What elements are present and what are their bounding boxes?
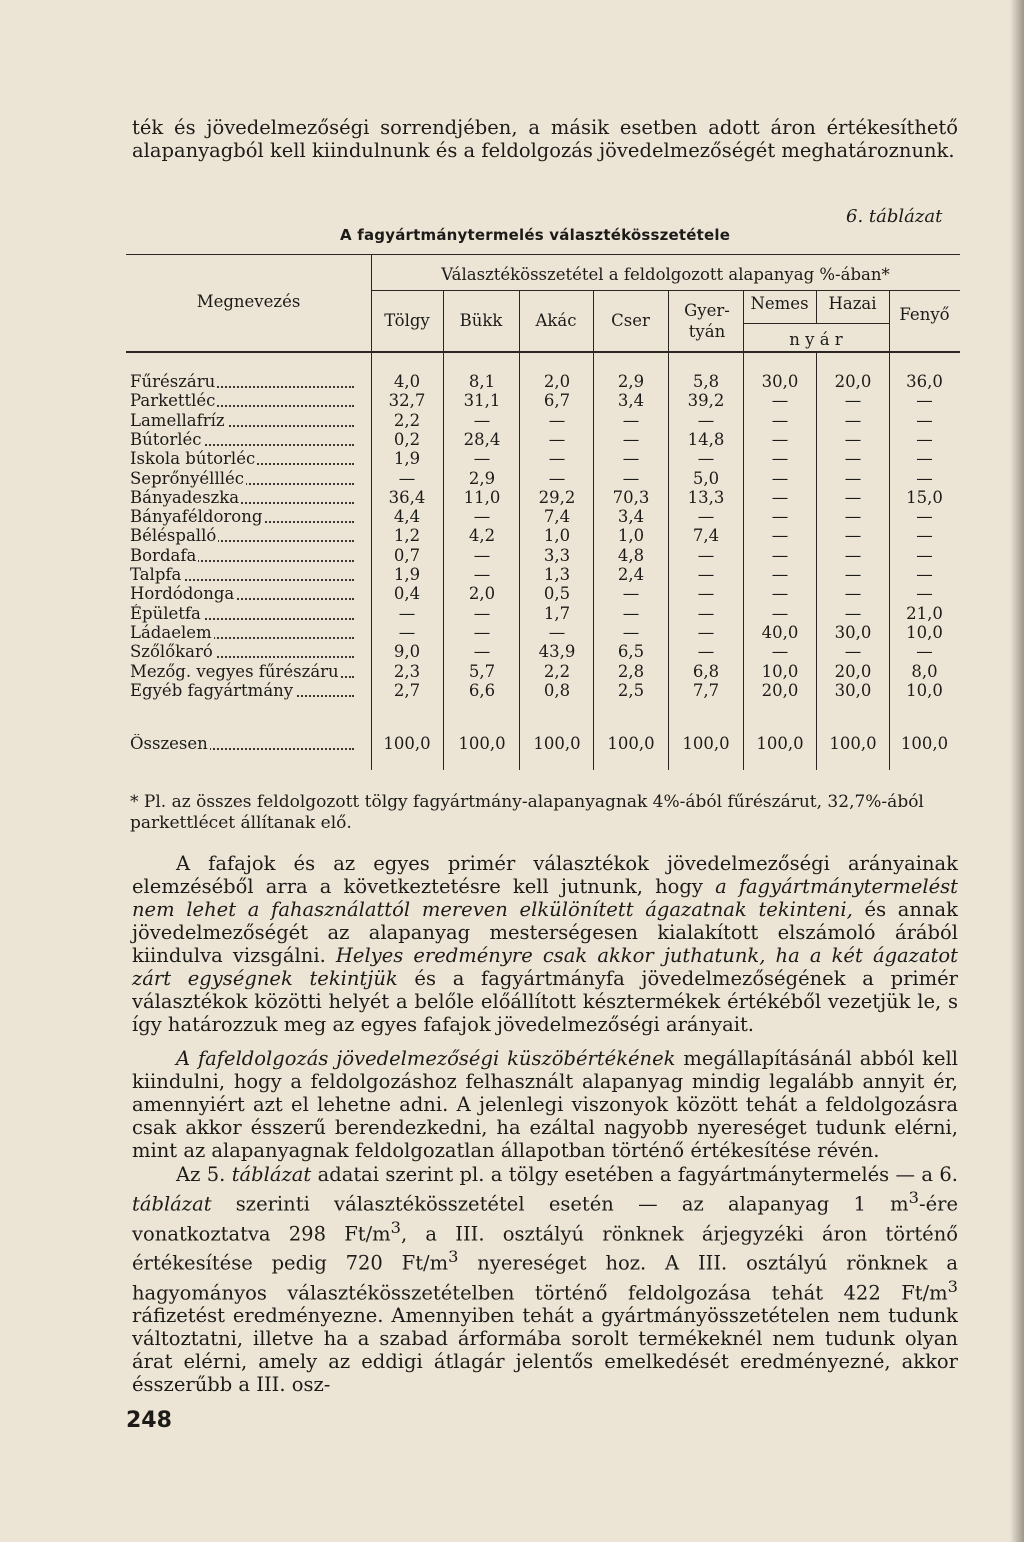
table-row-8-name: Béléspalló xyxy=(130,526,217,545)
table-row-7-cell-1: — xyxy=(473,507,491,526)
p3-italic-2: táblázat xyxy=(132,1192,212,1216)
table-row-8-cell-1: 4,2 xyxy=(468,526,496,545)
header-bukk: Bükk xyxy=(459,311,503,330)
table-row-13-cell-4: — xyxy=(697,623,715,642)
table-row-9-cell-0: 0,7 xyxy=(393,546,421,565)
table-row-6-label xyxy=(130,488,354,507)
table-row-14-cell-0: 9,0 xyxy=(393,642,421,661)
header-akac: Akác xyxy=(535,311,577,330)
table-row-11-cell-3: — xyxy=(622,584,640,603)
table-row-16-cell-6: 30,0 xyxy=(834,681,872,700)
table-row-11-cell-4: — xyxy=(697,584,715,603)
table-row-14-cell-2: 43,9 xyxy=(538,642,576,661)
p3-italic-1: táblázat xyxy=(231,1163,312,1186)
header-cser: Cser xyxy=(611,311,650,330)
table-row-total-cell-7: 100,0 xyxy=(900,734,949,753)
table-row-6-name: Bányadeszka xyxy=(130,488,240,507)
table-row-10-cell-1: — xyxy=(473,565,491,584)
table-row-2-cell-5: — xyxy=(771,411,789,430)
table-row-total-cell-0: 100,0 xyxy=(383,734,431,753)
table-row-4-cell-1: — xyxy=(473,449,491,468)
table-row-7-cell-5: — xyxy=(771,507,789,526)
table-row-1-cell-7: — xyxy=(916,391,933,410)
table-row-total-name: Összesen xyxy=(130,734,208,753)
table-row-0-cell-1: 8,1 xyxy=(468,372,496,391)
intro-paragraph: ték és jövedelmezőségi sorrendjében, a másik esetben adott áron értékesíthető alapanyagból kell kiindulnunk és a feldolgozás jövedelmezőségét meghatároznunk. xyxy=(132,116,958,162)
vrule-2 xyxy=(519,290,520,770)
table-row-3-cell-1: 28,4 xyxy=(463,430,501,449)
table-row-8-cell-7: — xyxy=(916,526,933,545)
table-row-10-cell-2: 1,3 xyxy=(543,565,571,584)
table-row-14-cell-6: — xyxy=(844,642,862,661)
table-row-2-cell-2: — xyxy=(548,411,566,430)
table-row-14-cell-1: — xyxy=(473,642,491,661)
header-gyertyan: Gyer-tyán xyxy=(684,301,730,341)
table-row-0-cell-2: 2,0 xyxy=(543,372,571,391)
table-row-14-cell-5: — xyxy=(771,642,789,661)
table-row-8-cell-2: 1,0 xyxy=(543,526,571,545)
table-row-5-cell-1: 2,9 xyxy=(468,469,496,488)
table-row-12-name: Épületfa xyxy=(130,604,201,623)
header-tolgy: Tölgy xyxy=(384,311,430,330)
table-row-15-cell-2: 2,2 xyxy=(543,662,571,681)
table-row-8-cell-0: 1,2 xyxy=(393,526,421,545)
table-row-3-name: Bútorléc xyxy=(130,430,202,449)
header-group: Választékösszetétel a feldolgozott alapanyag %-ában* xyxy=(441,265,890,284)
table-row-9-name: Bordafa xyxy=(130,546,197,565)
p2-italic-1: A fafeldolgozás jövedelmezőségi küszöbértékének xyxy=(176,1047,676,1070)
p3-text-6: nyereséget hoz. A III. osztályú rönknek a hagyományos választékösszetételben történő feldolgozása tehát 422 Ft/m xyxy=(132,1251,958,1304)
table-row-3-cell-0: 0,2 xyxy=(393,430,421,449)
table-row-11-label xyxy=(130,584,354,603)
table-row-14-cell-3: 6,5 xyxy=(617,642,645,661)
p1-italic-2: Helyes eredményre csak akkor juthatunk, ha a két ágazatot zárt egységnek tekintjük xyxy=(132,944,958,990)
table-row-15-cell-4: 6,8 xyxy=(692,662,720,681)
table-row-11-cell-2: 0,5 xyxy=(543,584,571,603)
paragraph-3 xyxy=(132,1163,958,1396)
table-row-5-cell-6: — xyxy=(844,469,862,488)
table-top-rule xyxy=(126,254,960,255)
table-row-6-cell-1: 11,0 xyxy=(463,488,501,507)
table-row-12-cell-4: — xyxy=(697,604,715,623)
header-nyar: n y á r xyxy=(789,330,843,349)
table-row-10-cell-5: — xyxy=(771,565,789,584)
table-row-0-cell-6: 20,0 xyxy=(834,372,872,391)
table-row-3-cell-4: 14,8 xyxy=(687,430,725,449)
table-row-9-cell-2: 3,3 xyxy=(543,546,571,565)
table-row-7-cell-6: — xyxy=(844,507,862,526)
p3-text-4: -ére vonatkoztatva 298 Ft/m xyxy=(132,1192,958,1245)
table-row-11-cell-1: 2,0 xyxy=(468,584,496,603)
table-row-2-cell-0: 2,2 xyxy=(393,411,421,430)
p3-sup-2: 3 xyxy=(390,1217,401,1237)
table-row-10-cell-6: — xyxy=(844,565,862,584)
table-row-11-cell-5: — xyxy=(771,584,789,603)
table-row-16-cell-7: 10,0 xyxy=(906,681,943,700)
p1-italic-1: a fagyártmánytermelést nem lehet a fahasználattól mereven elkülönített ágazatnak tekinteni, xyxy=(132,875,958,921)
table-row-5-cell-3: — xyxy=(622,469,640,488)
table-row-4-name: Iskola bútorléc xyxy=(130,449,256,468)
table-row-12-cell-3: — xyxy=(622,604,640,623)
table-row-10-cell-0: 1,9 xyxy=(393,565,421,584)
table-row-13-cell-5: 40,0 xyxy=(761,623,799,642)
table-row-7-label xyxy=(130,507,354,526)
table-row-15-cell-0: 2,3 xyxy=(393,662,421,681)
table-row-7-cell-2: 7,4 xyxy=(543,507,571,526)
table-row-3-cell-2: — xyxy=(548,430,566,449)
table-row-0-name: Fűrészáru xyxy=(130,372,216,391)
table-row-2-cell-3: — xyxy=(622,411,640,430)
table-row-16-cell-4: 7,7 xyxy=(692,681,720,700)
table-row-15-cell-3: 2,8 xyxy=(617,662,645,681)
table-row-1-cell-2: 6,7 xyxy=(543,391,571,410)
table-row-14-cell-7: — xyxy=(916,642,933,661)
table-row-8-label xyxy=(130,526,354,545)
table-row-6-cell-0: 36,4 xyxy=(388,488,426,507)
table-row-13-label xyxy=(130,623,354,642)
table-row-6-cell-2: 29,2 xyxy=(538,488,576,507)
table-footnote: * Pl. az összes feldolgozott tölgy fagyártmány-alapanyagnak 4%-ából fűrészárut, 32,7%-ából parkettlécet állítanak elő. xyxy=(130,792,924,833)
page-number: 248 xyxy=(126,1408,172,1433)
table-row-13-cell-1: — xyxy=(473,623,491,642)
header-hazai: Hazai xyxy=(828,294,877,313)
table-row-0-cell-3: 2,9 xyxy=(617,372,645,391)
vrule-1 xyxy=(443,290,444,770)
table-row-12-cell-1: — xyxy=(473,604,491,623)
group-header-rule xyxy=(371,290,960,291)
p2-text-1: megállapításánál abból kell kiindulni, hogy a feldolgozáshoz felhasznált alapanyag mindig legalább annyit ér, amennyiért azt el lehetne adni. A jelenlegi viszonyok között tehát a feldolgozásra csak akkor ésszerű berendezkedni, ha ezáltal nagyobb nyereséget tudunk elérni, mint az alapanyagnak feldolgozatlan állapotban történő értékesítése révén. xyxy=(132,1047,958,1162)
table-row-8-cell-3: 1,0 xyxy=(617,526,645,545)
table-row-1-label xyxy=(130,391,354,410)
table-row-total-cell-1: 100,0 xyxy=(458,734,506,753)
table-row-10-name: Talpfa xyxy=(130,565,182,584)
table-row-14-name: Szőlőkaró xyxy=(130,642,213,661)
table-row-9-cell-5: — xyxy=(771,546,789,565)
table-row-13-cell-3: — xyxy=(622,623,640,642)
table-row-11-cell-6: — xyxy=(844,584,862,603)
table-row-15-cell-6: 20,0 xyxy=(834,662,872,681)
table-title: A fagyártmánytermelés választékösszetétele xyxy=(340,226,731,244)
table-row-4-cell-5: — xyxy=(771,449,789,468)
table-row-7-cell-3: 3,4 xyxy=(617,507,645,526)
table-row-0-cell-4: 5,8 xyxy=(692,372,720,391)
table-row-2-cell-6: — xyxy=(844,411,862,430)
table-row-4-cell-2: — xyxy=(548,449,566,468)
table-row-2-name: Lamellafríz xyxy=(130,411,225,430)
table-row-1-name: Parkettléc xyxy=(130,391,216,410)
table-row-1-cell-0: 32,7 xyxy=(388,391,426,410)
table-row-4-cell-4: — xyxy=(697,449,715,468)
table-row-1-cell-1: 31,1 xyxy=(463,391,501,410)
table-row-5-name: Seprőnyéllléc xyxy=(130,469,245,488)
table-row-13-cell-6: 30,0 xyxy=(834,623,872,642)
table-row-5-cell-5: — xyxy=(771,469,789,488)
table-label: 6. táblázat xyxy=(846,206,943,227)
table-row-2-label xyxy=(130,411,354,430)
p3-sup-4: 3 xyxy=(947,1276,958,1296)
table-row-total-cell-2: 100,0 xyxy=(533,734,581,753)
table-row-7-name: Bányaféldorong xyxy=(130,507,263,526)
table-row-1-cell-5: — xyxy=(771,391,789,410)
nyar-rule xyxy=(743,323,889,324)
table-row-2-cell-7: — xyxy=(916,411,933,430)
table-row-5-label xyxy=(130,469,354,488)
table-row-1-cell-6: — xyxy=(844,391,862,410)
table-row-3-cell-5: — xyxy=(771,430,789,449)
p1-text-3: és a fagyártmányfa jövedelmezőségének a primér választékok közötti helyét a belőle előállított késztermékek értékéből vezetjük le, s így határozzuk meg az egyes fafajok jövedelmezőségi arányait. xyxy=(132,967,958,1036)
table-row-1-cell-4: 39,2 xyxy=(687,391,725,410)
table-row-3-label xyxy=(130,430,354,449)
table-row-11-name: Hordódonga xyxy=(130,584,235,603)
table-row-8-cell-4: 7,4 xyxy=(692,526,720,545)
table-row-0-cell-7: 36,0 xyxy=(906,372,943,391)
table-row-7-cell-7: — xyxy=(916,507,933,526)
paragraph-2 xyxy=(132,1047,958,1162)
table-row-1-cell-3: 3,4 xyxy=(617,391,645,410)
table-row-3-cell-3: — xyxy=(622,430,640,449)
table-row-6-cell-6: — xyxy=(844,488,862,507)
table-row-total-label xyxy=(130,734,354,753)
table-row-15-name: Mezőg. vegyes fűrészáru xyxy=(130,662,339,681)
table-row-4-label xyxy=(130,449,354,468)
table-row-15-label xyxy=(130,662,354,681)
table-row-10-cell-4: — xyxy=(697,565,715,584)
table-row-6-cell-3: 70,3 xyxy=(612,488,650,507)
table-row-13-cell-2: — xyxy=(548,623,566,642)
p3-sup-3: 3 xyxy=(448,1247,459,1266)
header-bottom-rule xyxy=(126,351,960,353)
table-row-10-label xyxy=(130,565,354,584)
table-row-12-cell-6: — xyxy=(844,604,862,623)
table-row-4-cell-0: 1,9 xyxy=(393,449,421,468)
header-fenyo: Fenyő xyxy=(899,305,950,324)
table-row-14-cell-4: — xyxy=(697,642,715,661)
table-row-12-cell-2: 1,7 xyxy=(543,604,571,623)
table-row-12-cell-7: 21,0 xyxy=(906,604,943,623)
table-row-7-cell-4: — xyxy=(697,507,715,526)
table-row-9-cell-7: — xyxy=(916,546,933,565)
p1-text-2: és annak jövedelmezőségét az alapanyag mesterségesen kialakított elszámoló árából kiindulva vizsgálni. xyxy=(132,898,958,967)
table-row-0-cell-0: 4,0 xyxy=(393,372,421,391)
vrule-4 xyxy=(668,290,669,770)
table-row-6-cell-4: 13,3 xyxy=(687,488,725,507)
table-row-9-cell-1: — xyxy=(473,546,491,565)
table-row-4-cell-3: — xyxy=(622,449,640,468)
table-row-13-name: Ládaelem xyxy=(130,623,212,642)
table-row-16-label xyxy=(130,681,354,700)
p1-text-1: A fafajok és az egyes primér választékok jövedelmezőségi arányainak elemzéséből arra a következtetésre kell jutnunk, hogy xyxy=(132,852,958,898)
table-row-3-cell-6: — xyxy=(844,430,862,449)
table-row-5-cell-7: — xyxy=(916,469,933,488)
paragraph-1 xyxy=(132,852,958,1036)
table-row-15-cell-5: 10,0 xyxy=(761,662,799,681)
table-row-4-cell-6: — xyxy=(844,449,862,468)
table-row-6-cell-7: 15,0 xyxy=(906,488,943,507)
table-row-total-cell-4: 100,0 xyxy=(682,734,730,753)
table-row-12-cell-0: — xyxy=(398,604,416,623)
table-row-12-label xyxy=(130,604,354,623)
table-row-14-label xyxy=(130,642,354,661)
table-row-11-cell-7: — xyxy=(916,584,933,603)
p3-text-7: ráfizetést eredményezne. Amennyiben tehát a gyártmányösszetételen nem tudunk változtatni, illetve ha a szabad árformába sorolt termékeknél nem tudunk olyan árat elérni, amely az eddigi átlagár jelentős emelkedését eredményezné, akkor ésszerűbb a III. osz- xyxy=(132,1304,958,1396)
table-row-0-cell-5: 30,0 xyxy=(761,372,799,391)
table-row-6-cell-5: — xyxy=(771,488,789,507)
p3-text-5: , a III. osztályú rönknek árjegyzéki áron történő értékesítése pedig 720 Ft/m xyxy=(132,1222,959,1275)
table-row-8-cell-6: — xyxy=(844,526,862,545)
p3-sup-1: 3 xyxy=(908,1188,919,1207)
table-row-7-cell-0: 4,4 xyxy=(393,507,421,526)
table-row-16-cell-5: 20,0 xyxy=(761,681,799,700)
table-row-11-cell-0: 0,4 xyxy=(393,584,421,603)
table-row-15-cell-1: 5,7 xyxy=(468,662,496,681)
table-row-16-cell-2: 0,8 xyxy=(543,681,571,700)
table-row-10-cell-7: — xyxy=(916,565,933,584)
table-row-8-cell-5: — xyxy=(771,526,789,545)
table-row-3-cell-7: — xyxy=(916,430,933,449)
table-row-total-cell-5: 100,0 xyxy=(756,734,804,753)
table-row-16-cell-1: 6,6 xyxy=(468,681,496,700)
header-nemes: Nemes xyxy=(750,294,809,313)
p3-text-1: Az 5. xyxy=(176,1163,232,1186)
table-row-9-label xyxy=(130,546,354,565)
header-megnevezes: Megnevezés xyxy=(196,292,301,311)
table-row-16-name: Egyéb fagyártmány xyxy=(130,681,294,700)
table-row-4-cell-7: — xyxy=(916,449,933,468)
table-row-total-cell-6: 100,0 xyxy=(829,734,877,753)
table-row-13-cell-0: — xyxy=(398,623,416,642)
table-row-5-cell-2: — xyxy=(548,469,566,488)
table-row-2-cell-4: — xyxy=(697,411,715,430)
table-row-10-cell-3: 2,4 xyxy=(617,565,645,584)
table-row-12-cell-5: — xyxy=(771,604,789,623)
table-row-13-cell-7: 10,0 xyxy=(906,623,943,642)
table-row-16-cell-3: 2,5 xyxy=(617,681,645,700)
table-row-16-cell-0: 2,7 xyxy=(393,681,421,700)
table-row-9-cell-4: — xyxy=(697,546,715,565)
table-row-9-cell-3: 4,8 xyxy=(617,546,645,565)
table-row-5-cell-4: 5,0 xyxy=(692,469,720,488)
table-row-total-cell-3: 100,0 xyxy=(607,734,655,753)
p3-text-2: adatai szerint pl. a tölgy esetében a fagyártmánytermelés — a 6. xyxy=(311,1163,958,1186)
table-row-5-cell-0: — xyxy=(398,469,416,488)
table-row-15-cell-7: 8,0 xyxy=(911,662,938,681)
p3-text-3: szerinti választékösszetétel esetén — az alapanyag 1 m xyxy=(211,1192,909,1216)
table-row-0-label xyxy=(130,372,354,391)
table-row-2-cell-1: — xyxy=(473,411,491,430)
table-row-9-cell-6: — xyxy=(844,546,862,565)
page-edge-shadow xyxy=(1010,0,1024,1542)
